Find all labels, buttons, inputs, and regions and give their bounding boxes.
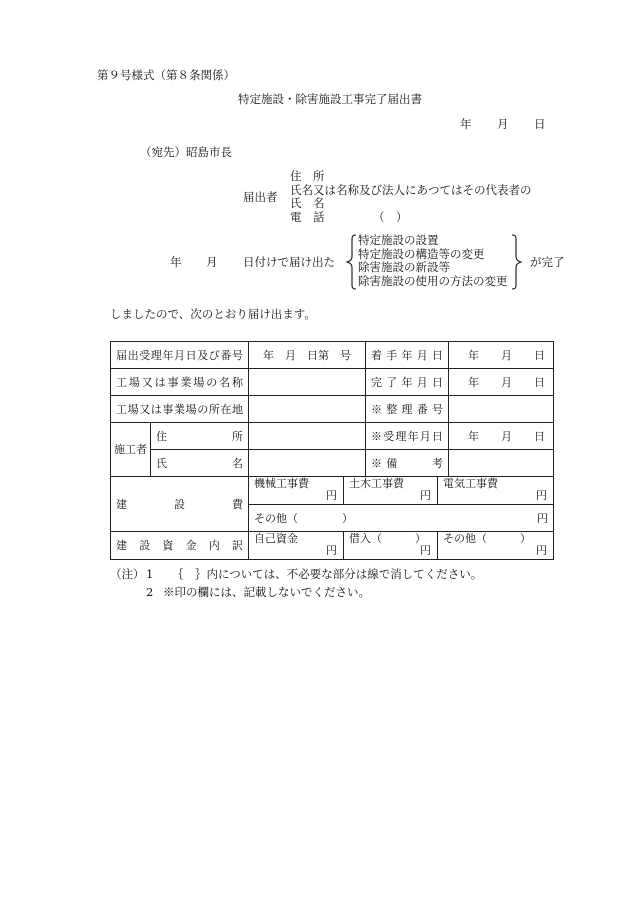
accept-date-value: 年 月 日 <box>449 423 554 450</box>
own-funds-unit: 円 <box>326 544 337 557</box>
note-number: 1 <box>146 567 154 581</box>
other-cost-row <box>254 512 548 525</box>
borrowed-funds-cell <box>344 532 438 560</box>
table-row-factory-name <box>111 369 554 396</box>
notes-prefix: （注） <box>110 567 145 581</box>
remarks-label: ※備 考 <box>366 450 449 477</box>
statement-completed: が完了 <box>530 255 565 269</box>
option-item: 特定施設の設置 <box>358 233 439 247</box>
table-row-receipt <box>111 342 554 369</box>
remarks-field <box>449 450 554 477</box>
other-funds-label: その他（ ） <box>443 532 531 545</box>
left-brace <box>344 234 358 290</box>
other-cost-cell <box>249 505 554 532</box>
statement-year: 年 <box>170 255 182 269</box>
funding-label: 建 設 資 金 内 訳 <box>111 532 249 560</box>
date-month: 月 <box>497 117 509 131</box>
table-row-factory-location <box>111 396 554 423</box>
table-row-contractor-address <box>111 423 554 450</box>
own-funds-label: 自己資金 <box>254 532 298 545</box>
ref-number-label: ※整理番号 <box>366 396 449 423</box>
contractor-name-label: 氏 名 <box>151 450 249 477</box>
option-item: 特定施設の構造等の変更 <box>358 246 485 261</box>
receipt-value: 年 月 日第 号 <box>249 342 366 369</box>
receipt-label: 届出受理年月日及び番号 <box>111 342 249 369</box>
applicant-address-label: 住 所 <box>290 169 325 183</box>
applicant-name-label: 氏 名 <box>290 196 325 210</box>
table-row-funding <box>111 532 554 560</box>
other-funds-unit: 円 <box>536 544 547 557</box>
statement-suffix: 日付けで届け出た <box>243 255 335 269</box>
option-item: 除害施設の使用の方法の変更 <box>358 274 508 289</box>
contractor-label: 施工者 <box>111 423 151 477</box>
borrowed-funds-label: 借入（ ） <box>349 532 426 545</box>
table-row-construction-cost <box>111 477 554 505</box>
factory-location-field <box>249 396 366 423</box>
civil-cost-cell <box>344 477 438 505</box>
factory-location-label: 工場又は事業場の所在地 <box>111 396 249 423</box>
contractor-name-field <box>249 450 366 477</box>
mechanical-cost-label: 機械工事費 <box>254 477 309 490</box>
report-table <box>110 341 554 560</box>
applicant-label: 届出者 <box>243 190 278 204</box>
construction-cost-label: 建 設 費 <box>111 477 249 532</box>
electrical-cost-label: 電気工事費 <box>443 477 498 490</box>
start-date-label: 着手年月日 <box>366 342 449 369</box>
statement-month: 月 <box>206 255 218 269</box>
completion-date-label: 完了年月日 <box>366 369 449 396</box>
contractor-address-label: 住 所 <box>151 423 249 450</box>
start-date-value: 年 月 日 <box>449 342 554 369</box>
civil-cost-unit: 円 <box>420 489 431 502</box>
other-cost-unit: 円 <box>537 511 548 525</box>
note-number: 2 <box>146 585 154 599</box>
left-brace-path <box>347 235 356 289</box>
other-funds-cell <box>438 532 554 560</box>
date-day: 日 <box>534 117 546 131</box>
note-text: ｛ ｝内については、不必要な部分は線で消してください。 <box>172 567 483 581</box>
right-brace-path <box>512 235 521 289</box>
applicant-phone-label: 電 話 <box>290 210 325 224</box>
ref-number-field <box>449 396 554 423</box>
date-year: 年 <box>460 117 472 131</box>
applicant-phone-parens: （ ） <box>373 210 408 224</box>
addressee: （宛先）昭島市長 <box>140 145 232 159</box>
completion-date-value: 年 月 日 <box>449 369 554 396</box>
contractor-address-field <box>249 423 366 450</box>
document-title: 特定施設・除害施設工事完了届出書 <box>238 92 422 106</box>
statement-continuation: しましたので、次のとおり届け出ます。 <box>110 307 316 321</box>
factory-name-field <box>249 369 366 396</box>
table-row-contractor-name <box>111 450 554 477</box>
right-brace <box>510 234 524 290</box>
note-text: ※印の欄には、記載しないでください。 <box>163 585 370 599</box>
factory-name-label: 工場又は事業場の名称 <box>111 369 249 396</box>
mechanical-cost-cell <box>249 477 344 505</box>
option-item: 除害施設の新設等 <box>358 260 450 275</box>
borrowed-funds-unit: 円 <box>420 544 431 557</box>
other-cost-label: その他（ ） <box>254 511 353 525</box>
applicant-name-note: 氏名又は名称及び法人にあつてはその代表者の <box>290 183 532 197</box>
form-number: 第９号様式（第８条関係） <box>97 68 235 82</box>
own-funds-cell <box>249 532 344 560</box>
mechanical-cost-unit: 円 <box>326 489 337 502</box>
civil-cost-label: 土木工事費 <box>349 477 404 490</box>
electrical-cost-unit: 円 <box>536 489 547 502</box>
completion-options-list <box>358 234 508 289</box>
accept-date-label: ※受理年月日 <box>366 423 449 450</box>
electrical-cost-cell <box>438 477 554 505</box>
